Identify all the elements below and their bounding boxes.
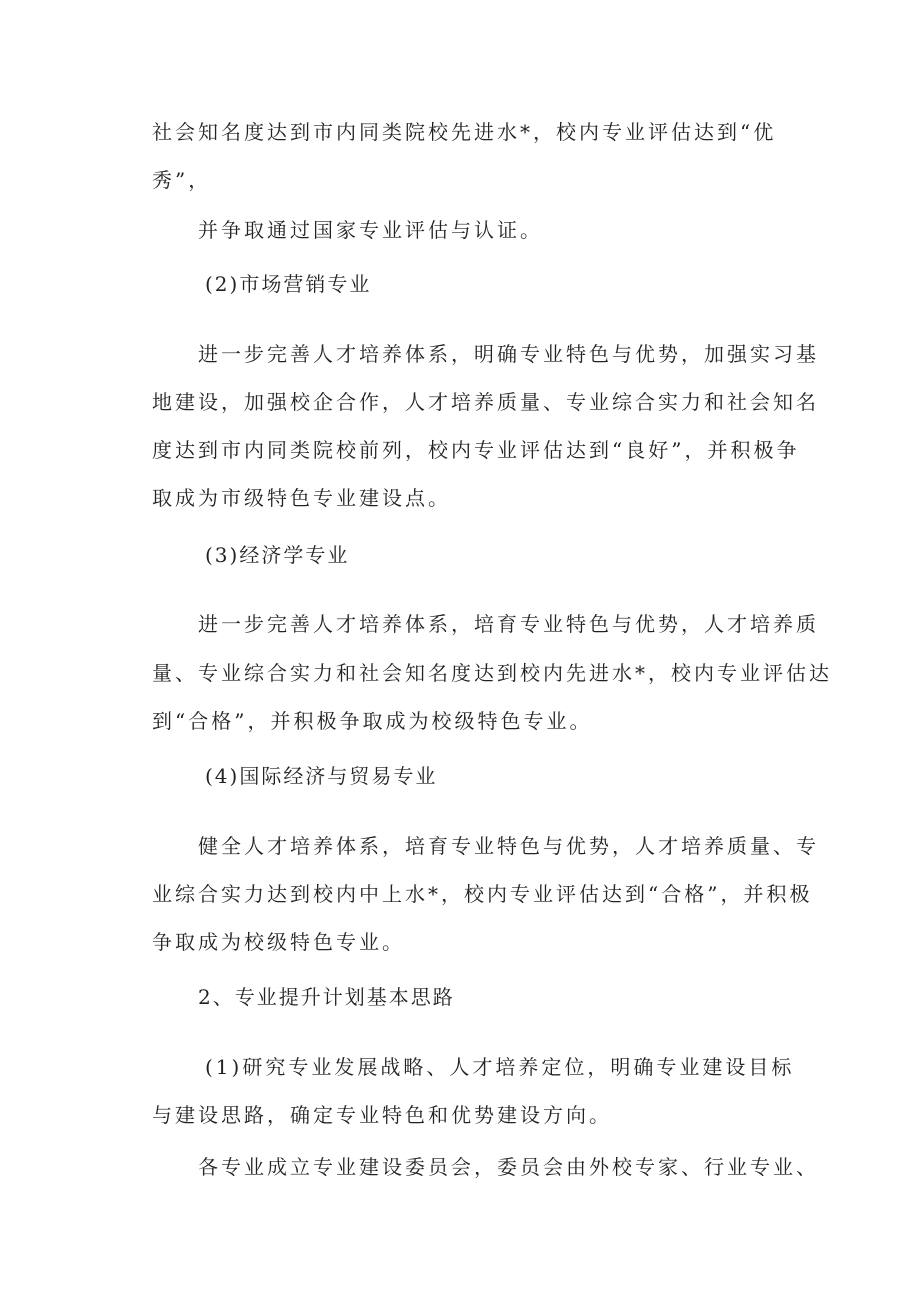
paragraph-line: 与建设思路，确定专业特色和优势建设方向。: [152, 1103, 612, 1127]
paragraph-line: 到“合格”，并积极争取成为校级特色专业。: [152, 709, 593, 733]
paragraph-line: 社会知名度达到市内同类院校先进水*，校内专业评估达到“优: [152, 120, 777, 144]
paragraph-line: 并争取通过国家专业评估与认证。: [198, 218, 543, 242]
paragraph-line: 地建设，加强校企合作，人才培养质量、专业综合实力和社会知名: [152, 390, 819, 414]
paragraph-line: 量、专业综合实力和社会知名度达到校内先进水*，校内专业评估达: [152, 661, 832, 685]
paragraph-line: 健全人才培养体系，培育专业特色与优势，人才培养质量、专: [198, 834, 819, 858]
section-heading-economics: (3)经济学专业: [205, 543, 350, 567]
section-heading-marketing: (2)市场营销专业: [205, 272, 372, 296]
paragraph-line: 各专业成立专业建设委员会，委员会由外校专家、行业专业、: [198, 1155, 819, 1179]
paragraph-line: 争取成为校级特色专业。: [152, 930, 405, 954]
paragraph-line: 秀”，: [152, 168, 212, 192]
paragraph-line: 取成为市级特色专业建设点。: [152, 486, 451, 510]
paragraph-line: 度达到市内同类院校前列，校内专业评估达到“良好”，并积极争: [152, 438, 800, 462]
section-heading-plan: 2、专业提升计划基本思路: [198, 985, 455, 1009]
paragraph-line: (1)研究专业发展战略、人才培养定位，明确专业建设目标: [205, 1055, 795, 1079]
paragraph-line: 业综合实力达到校内中上水*，校内专业评估达到“合格”，并积极: [152, 882, 813, 906]
section-heading-trade: (4)国际经济与贸易专业: [205, 764, 438, 788]
paragraph-line: 进一步完善人才培养体系，明确专业特色与优势，加强实习基: [198, 342, 819, 366]
paragraph-line: 进一步完善人才培养体系，培育专业特色与优势，人才培养质: [198, 612, 819, 636]
